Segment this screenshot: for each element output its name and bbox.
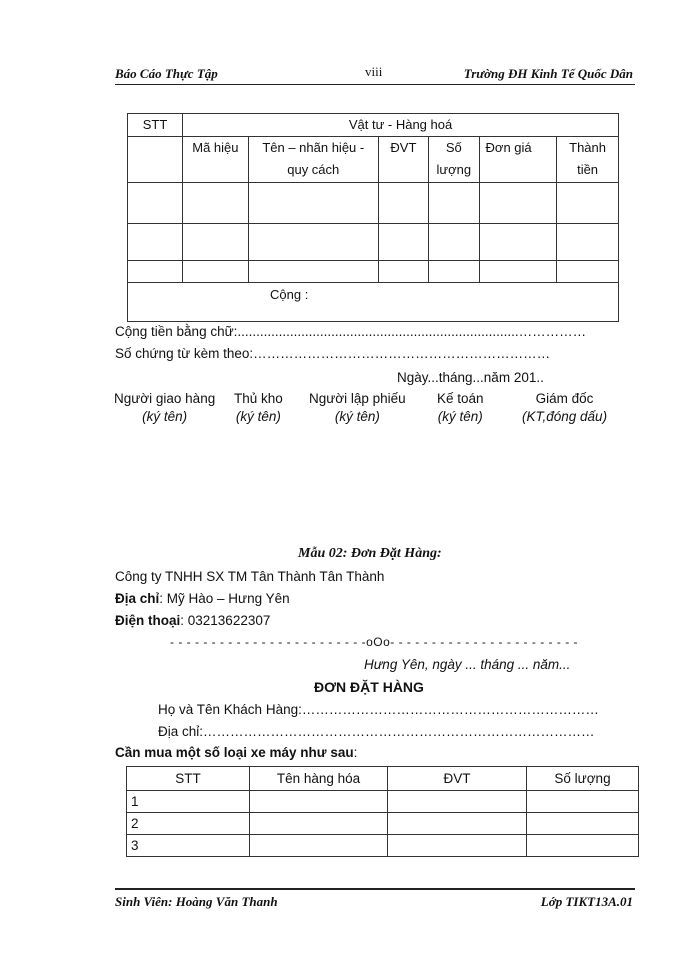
col-group-header: Vật tư - Hàng hoá: [183, 114, 619, 137]
col-unit-price: Đơn giá: [479, 137, 557, 183]
col-stt: STT: [127, 767, 250, 791]
signer-note: (ký tên): [334, 409, 380, 424]
goods-table: [127, 113, 619, 322]
table-row: [128, 224, 619, 261]
col-unit: ĐVT: [378, 137, 428, 183]
col-code: Mã hiệu: [183, 137, 249, 183]
customer-name: Họ và Tên Khách Hàng:…………………………………………………………: [158, 702, 599, 717]
divider: - - - - - - - - - - - - - - - - - - - - - - - -oOo- - - - - - - - - - - - - - - - - - - - - - -: [170, 635, 579, 649]
table-row: [128, 261, 619, 283]
signer-note: (KT,đóng dấu): [522, 409, 608, 424]
col-unit: ĐVT: [388, 767, 527, 791]
table-row: 2: [127, 813, 639, 835]
page-number: viii: [365, 64, 383, 79]
signer-note: (ký tên): [142, 409, 188, 424]
table-row: 3: [127, 835, 639, 857]
col-product-name: Tên hàng hóa: [250, 767, 388, 791]
header-right: Trường ĐH Kinh Tế Quốc Dân: [463, 66, 633, 81]
signer-storekeeper: Thủ kho (ký tên): [234, 391, 283, 424]
amount-in-words: Cộng tiền bằng chữ:...........................................................................……………: [115, 324, 587, 339]
footer-class: Lớp TIKT13A.01: [540, 894, 633, 909]
col-stt: STT: [128, 114, 183, 137]
company-address: Địa chỉ: Mỹ Hào – Hưng Yên: [115, 591, 290, 606]
table-row: 1: [127, 791, 639, 813]
company-name: Công ty TNHH SX TM Tân Thành Tân Thành: [115, 569, 385, 584]
col-quantity: Số lượng: [429, 137, 480, 183]
attached-documents: Số chứng từ kèm theo:…………………………………………………………: [115, 346, 551, 361]
signer-note: (ký tên): [437, 409, 483, 424]
place-date: Hưng Yên, ngày ... tháng ... năm...: [364, 657, 571, 672]
footer-rule: [115, 888, 635, 890]
signer-accountant: Kế toán (ký tên): [437, 391, 484, 424]
company-phone: Điện thoại: 03213622307: [115, 613, 271, 628]
table-row: [128, 183, 619, 224]
col-name-spec: Tên – nhãn hiệu - quy cách: [248, 137, 378, 183]
date-line: Ngày...tháng...năm 201..: [397, 370, 544, 385]
total-row: Cộng :: [128, 283, 619, 322]
header-left: Báo Cáo Thực Tập: [115, 66, 218, 81]
order-heading: ĐƠN ĐẶT HÀNG: [314, 679, 424, 695]
customer-address: Địa chỉ:……………………………………………………………………………: [158, 724, 595, 739]
header-rule: [115, 84, 635, 85]
col-amount: Thành tiền: [557, 137, 619, 183]
purchase-intro: Cần mua một số loại xe máy như sau:: [115, 745, 358, 760]
form2-title: Mẫu 02: Đơn Đặt Hàng:: [298, 546, 442, 561]
signer-preparer: Người lập phiếu (ký tên): [309, 391, 406, 424]
signer-deliverer: Người giao hàng (ký tên): [114, 391, 216, 424]
footer-student: Sinh Viên: Hoàng Văn Thanh: [115, 894, 278, 909]
order-table: [126, 766, 639, 857]
signer-note: (ký tên): [235, 409, 281, 424]
col-quantity: Số lượng: [527, 767, 639, 791]
signer-director: Giám đốc (KT,đóng dấu): [522, 391, 608, 424]
